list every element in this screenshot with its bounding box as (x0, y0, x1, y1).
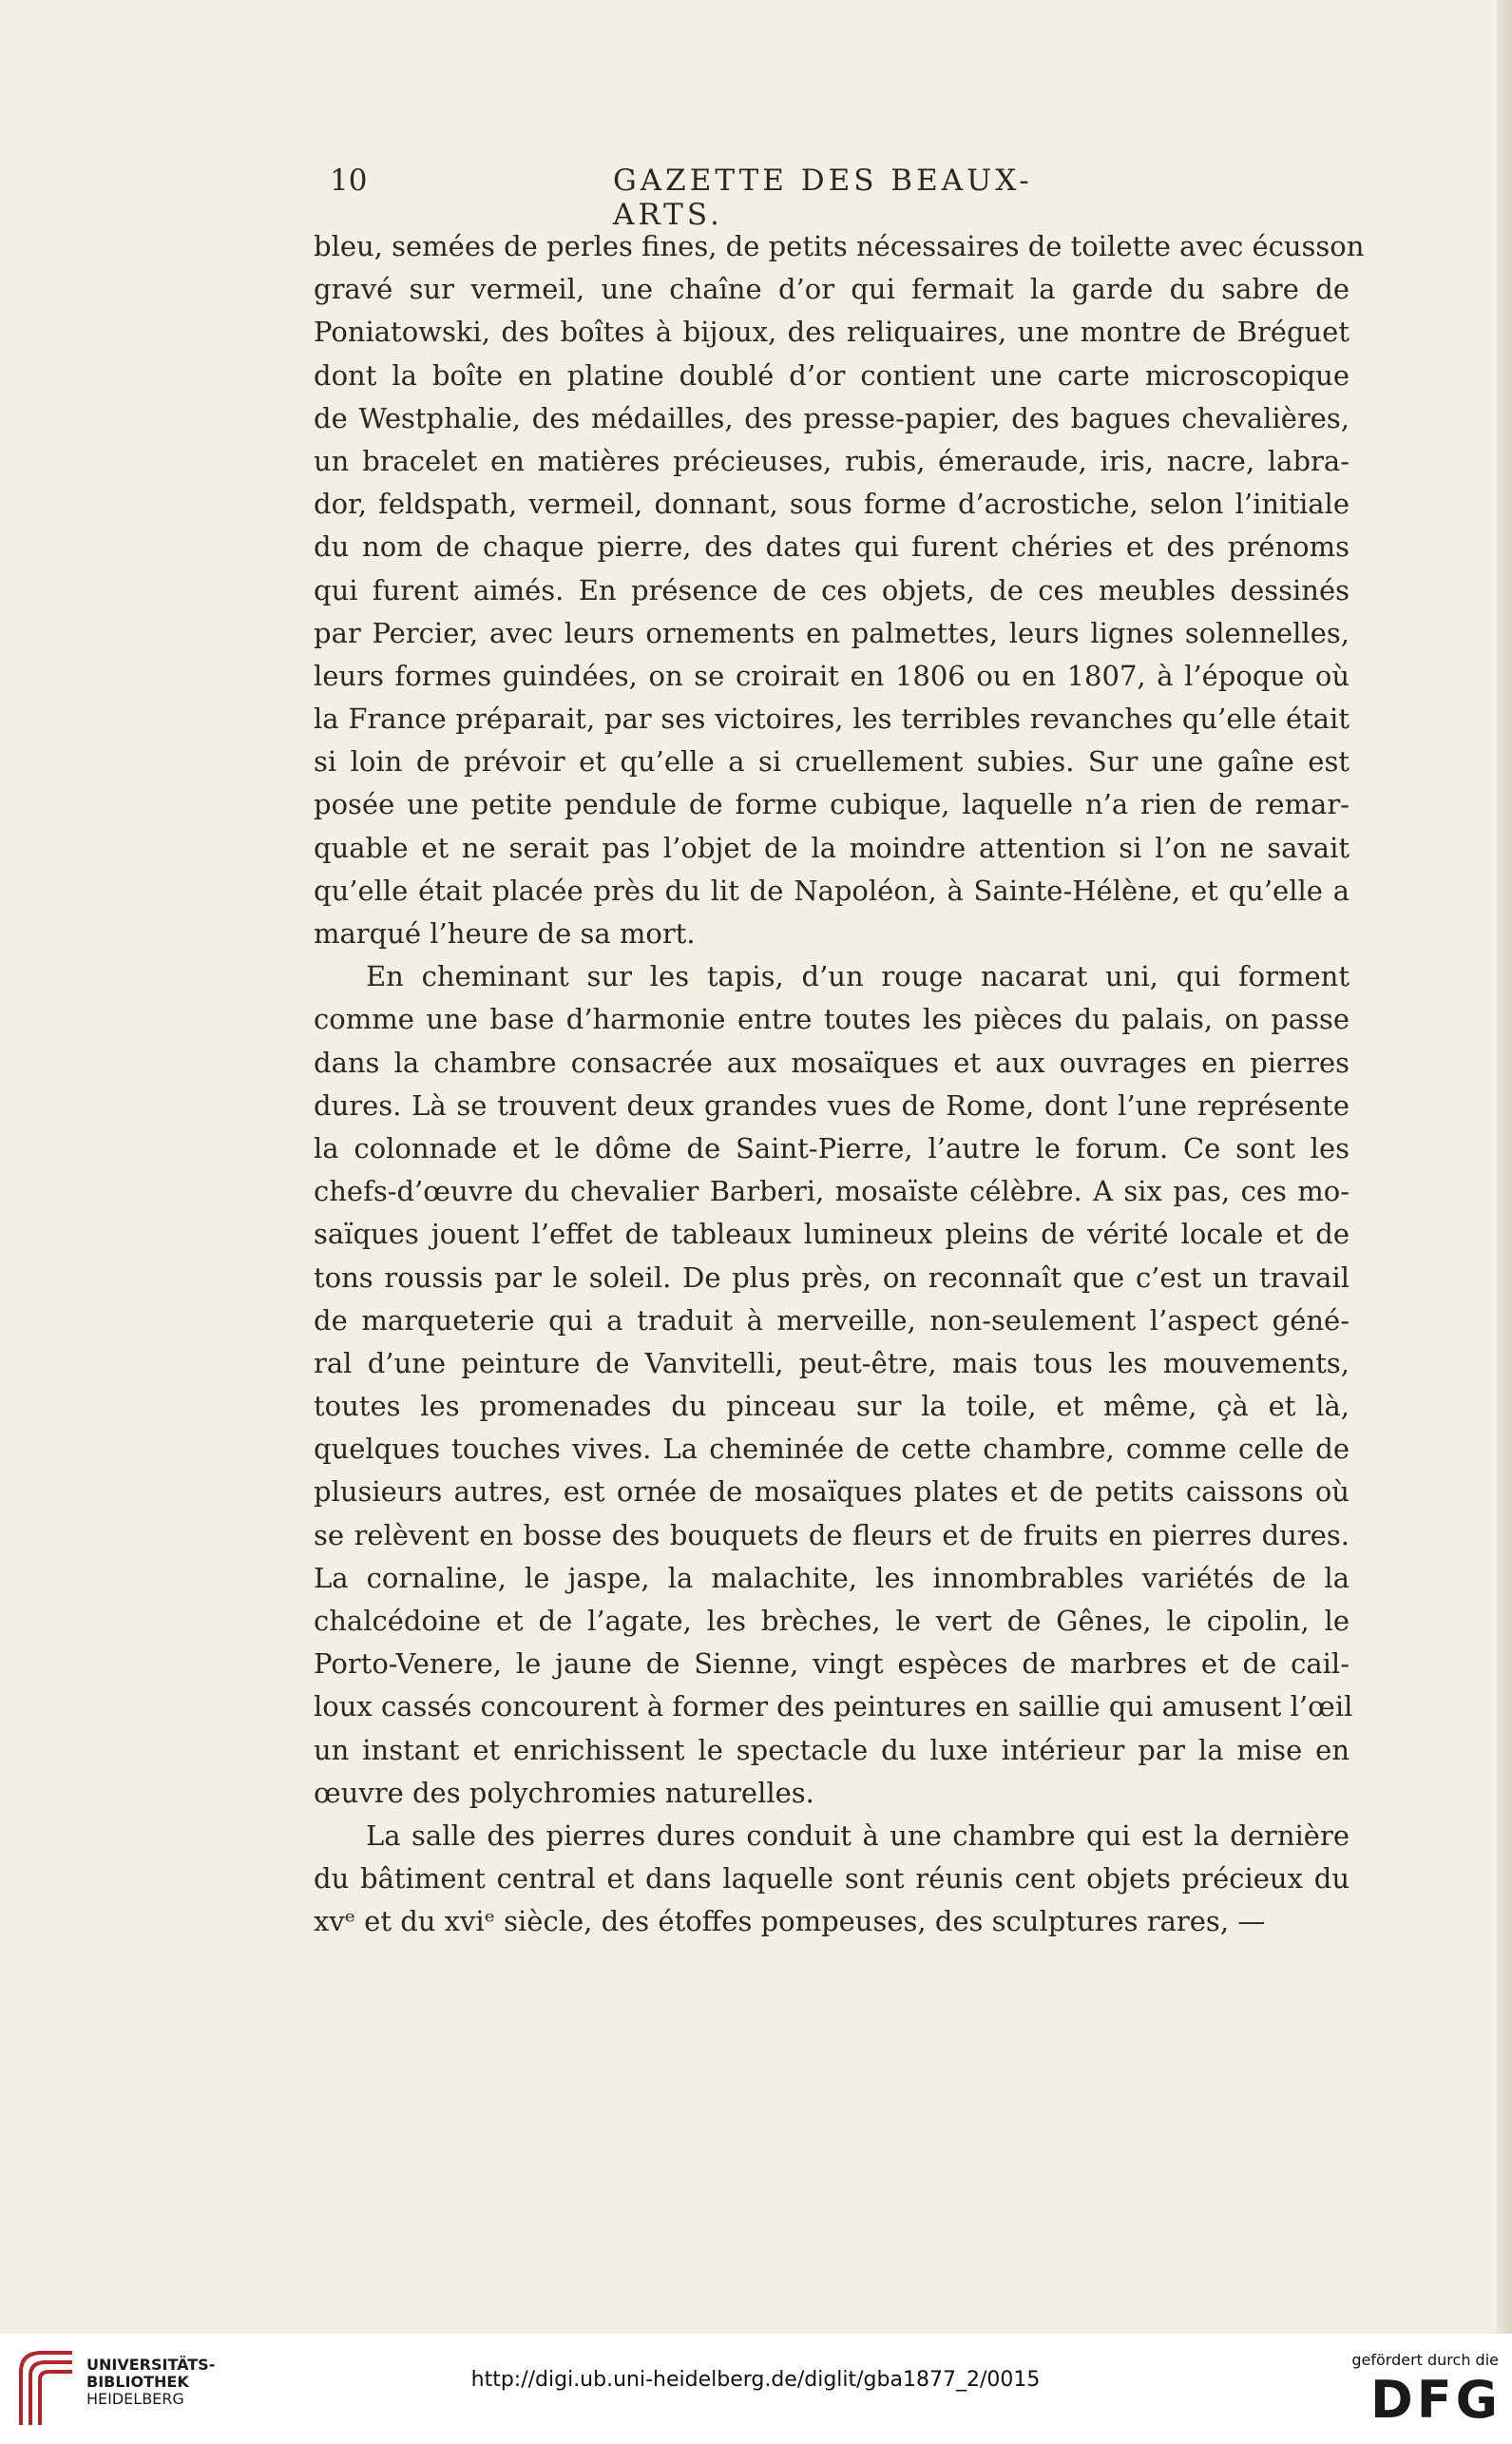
text-line: dont la boîte en platine doublé d’or contient une carte microscopique (314, 358, 1349, 392)
text-line: xvᵉ et du xviᵉ siècle, des étoffes pompeuses, des sculptures rares, — (314, 1905, 1266, 1938)
text-line: de marqueterie qui a traduit à merveille, non-seulement l’aspect géné- (314, 1303, 1349, 1337)
text-line: comme une base d’harmonie entre toutes les pièces du palais, on passe (314, 1003, 1349, 1036)
text-line: la France préparait, par ses victoires, les terribles revanches qu’elle était (314, 702, 1349, 736)
text-line: la colonnade et le dôme de Saint-Pierre, l’autre le forum. Ce sont les (314, 1131, 1349, 1164)
body-text (314, 225, 1365, 1944)
text-line: du nom de chaque pierre, des dates qui furent chéries et des prénoms (314, 530, 1349, 564)
text-line: bleu, semées de perles fines, de petits nécessaires de toilette avec écusson (314, 230, 1365, 262)
text-line: posée une petite pendule de forme cubique, laquelle n’a rien de remar- (314, 788, 1349, 821)
journal-title: GAZETTE DES BEAUX-ARTS. (613, 164, 1033, 232)
university-library-name (86, 2357, 277, 2408)
digital-library-url[interactable]: http://digi.ub.uni-heidelberg.de/diglit/gba1877_2/0015 (470, 2368, 1041, 2392)
text-line: saïques jouent l’effet de tableaux lumineux pleins de vérité locale et de (314, 1218, 1349, 1251)
text-line: leurs formes guindées, on se croirait en 1806 ou en 1807, à l’époque où (314, 659, 1349, 692)
text-line: du bâtiment central et dans laquelle sont réunis cent objets précieux du (314, 1862, 1349, 1896)
text-line: dor, feldspath, vermeil, donnant, sous forme d’acrostiche, selon l’initiale (314, 488, 1349, 521)
text-line: La cornaline, le jaspe, la malachite, les innombrables variétés de la (314, 1561, 1349, 1594)
text-line: chefs-d’œuvre du chevalier Barberi, mosaïste célèbre. A six pas, ces mo- (314, 1175, 1349, 1208)
text-line: tons roussis par le soleil. De plus près, on reconnaît que c’est un travail (314, 1260, 1349, 1294)
page-number: 10 (330, 164, 368, 198)
text-line: un bracelet en matières précieuses, rubis, émeraude, iris, nacre, labra- (314, 444, 1349, 477)
university-library-logo-icon (13, 2343, 80, 2429)
text-line: Poniatowski, des boîtes à bijoux, des reliquaires, une montre de Bréguet (314, 316, 1349, 349)
text-line: si loin de prévoir et qu’elle a si cruellement subies. Sur une gaîne est (314, 745, 1349, 779)
text-line: œuvre des polychromies naturelles. (314, 1776, 814, 1809)
text-line: de Westphalie, des médailles, des presse-papier, des bagues chevalières, (314, 401, 1349, 434)
text-line: gravé sur vermeil, une chaîne d’or qui fermait la garde du sabre de (314, 273, 1349, 306)
text-line: qui furent aimés. En présence de ces objets, de ces meubles dessinés (314, 573, 1349, 606)
text-line: Porto-Venere, le jaune de Sienne, vingt espèces de marbres et de cail- (314, 1647, 1349, 1681)
text-line: quable et ne serait pas l’objet de la moindre attention si l’on ne savait (314, 831, 1349, 864)
text-line: En cheminant sur les tapis, d’un rouge nacarat uni, qui forment (366, 960, 1349, 993)
library-name-line-3: HEIDELBERG (86, 2390, 184, 2408)
text-line: se relèvent en bosse des bouquets de fleurs et de fruits en pierres dures. (314, 1518, 1349, 1551)
text-line: loux cassés concourent à former des peintures en saillie qui amusent l’œil (314, 1690, 1353, 1723)
library-name-line-1: UNIVERSITÄTS- (86, 2356, 216, 2374)
library-name-line-2: BIBLIOTHEK (86, 2373, 189, 2391)
text-line: dures. Là se trouvent deux grandes vues de Rome, dont l’une représente (314, 1088, 1349, 1122)
text-line: par Percier, avec leurs ornements en palmettes, leurs lignes solennelles, (314, 616, 1349, 649)
text-line: quelques touches vives. La cheminée de cette chambre, comme celle de (314, 1433, 1349, 1466)
text-line: marqué l’heure de sa mort. (314, 917, 696, 950)
text-line: ral d’une peinture de Vanvitelli, peut-être, mais tous les mouvements, (314, 1346, 1349, 1379)
dfg-logo: DFG (1369, 2370, 1502, 2430)
text-line: chalcédoine et de l’agate, les brèches, le vert de Gênes, le cipolin, le (314, 1605, 1349, 1637)
text-line: un instant et enrichissent le spectacle du luxe intérieur par la mise en (314, 1733, 1349, 1766)
running-head (318, 164, 1079, 232)
text-line: toutes les promenades du pinceau sur la toile, et même, çà et là, (314, 1390, 1349, 1423)
text-line: qu’elle était placée près du lit de Napoléon, à Sainte-Hélène, et qu’elle a (314, 874, 1349, 907)
text-line: La salle des pierres dures conduit à une chambre qui est la dernière (366, 1819, 1349, 1852)
page-edge (1497, 0, 1512, 2334)
text-line: dans la chambre consacrée aux mosaïques et aux ouvrages en pierres (314, 1046, 1349, 1079)
funding-label: gefördert durch die (1351, 2351, 1499, 2369)
text-line: plusieurs autres, est ornée de mosaïques plates et de petits caissons où (314, 1475, 1349, 1509)
